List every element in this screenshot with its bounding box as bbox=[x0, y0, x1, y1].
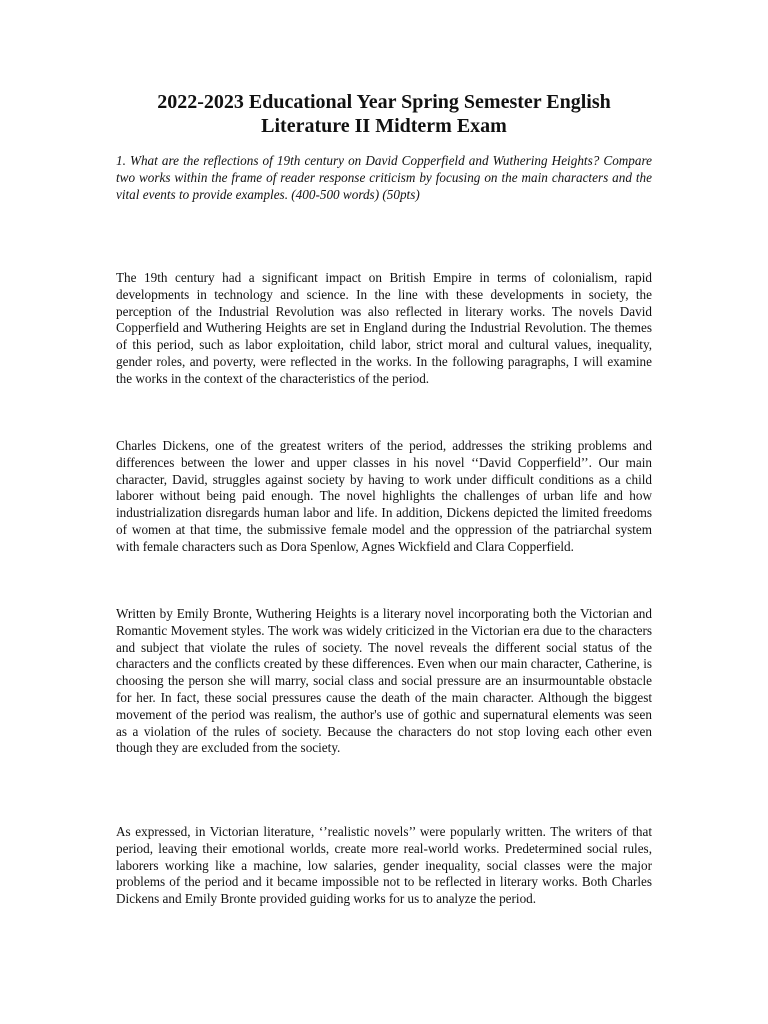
exam-question: 1. What are the reflections of 19th century on David Copperfield and Wuthering Heights? Compare two works within the frame of reader response criticism by focusing on the main characters and the vital events to provide examples. (400-500 words) (50pts) bbox=[116, 153, 652, 202]
paragraph-introduction: The 19th century had a significant impact on British Empire in terms of colonialism, rapid developments in technology and science. In the line with these developments in society, the perception of the Industrial Revolution was also reflected in literary works. The novels David Copperfield and Wuthering Heights are set in England during the Industrial Revolution. The themes of this period, such as labor exploitation, child labor, strict moral and cultural values, inequality, gender roles, and poverty, were reflected in the works. In the following paragraphs, I will examine the works in the context of the characteristics of the period. bbox=[116, 270, 652, 386]
paragraph-david-copperfield: Charles Dickens, one of the greatest writers of the period, addresses the striking problems and differences between the lower and upper classes in his novel ‘‘David Copperfield’’. Our main character, David, struggles against society by having to work under difficult conditions as a child laborer without being paid enough. The novel highlights the challenges of urban life and how industrialization disregards human labor and life. In addition, Dickens depicted the limited freedoms of women at that time, the submissive female model and the oppression of the patriarchal system with female characters such as Dora Spenlow, Agnes Wickfield and Clara Copperfield. bbox=[116, 438, 652, 554]
paragraph-wuthering-heights: Written by Emily Bronte, Wuthering Heights is a literary novel incorporating both the Victorian and Romantic Movement styles. The work was widely criticized in the Victorian era due to the characters and subject that violate the rules of society. The novel reveals the different social status of the characters and the conflicts created by these differences. Even when our main character, Catherine, is choosing the person she will marry, social class and social pressure are an insurmountable obstacle for her. In fact, these social pressures cause the death of the main character. Although the biggest movement of the period was realism, the author's use of gothic and supernatural elements was seen as a violation of the rules of society. Because the characters do not stop loving each other even though they are excluded from the society. bbox=[116, 606, 652, 756]
document-page bbox=[116, 0, 652, 1024]
paragraph-conclusion: As expressed, in Victorian literature, ‘’realistic novels’’ were popularly written. The writers of that period, leaving their emotional worlds, create more real-world works. Predetermined social rules, laborers working like a machine, low salaries, gender inequality, social classes were the major problems of the period and it became impossible not to be reflected in literary works. Both Charles Dickens and Emily Bronte provided guiding works for us to analyze the period. bbox=[116, 824, 652, 907]
document-title: 2022-2023 Educational Year Spring Semester English Literature II Midterm Exam bbox=[157, 91, 611, 137]
